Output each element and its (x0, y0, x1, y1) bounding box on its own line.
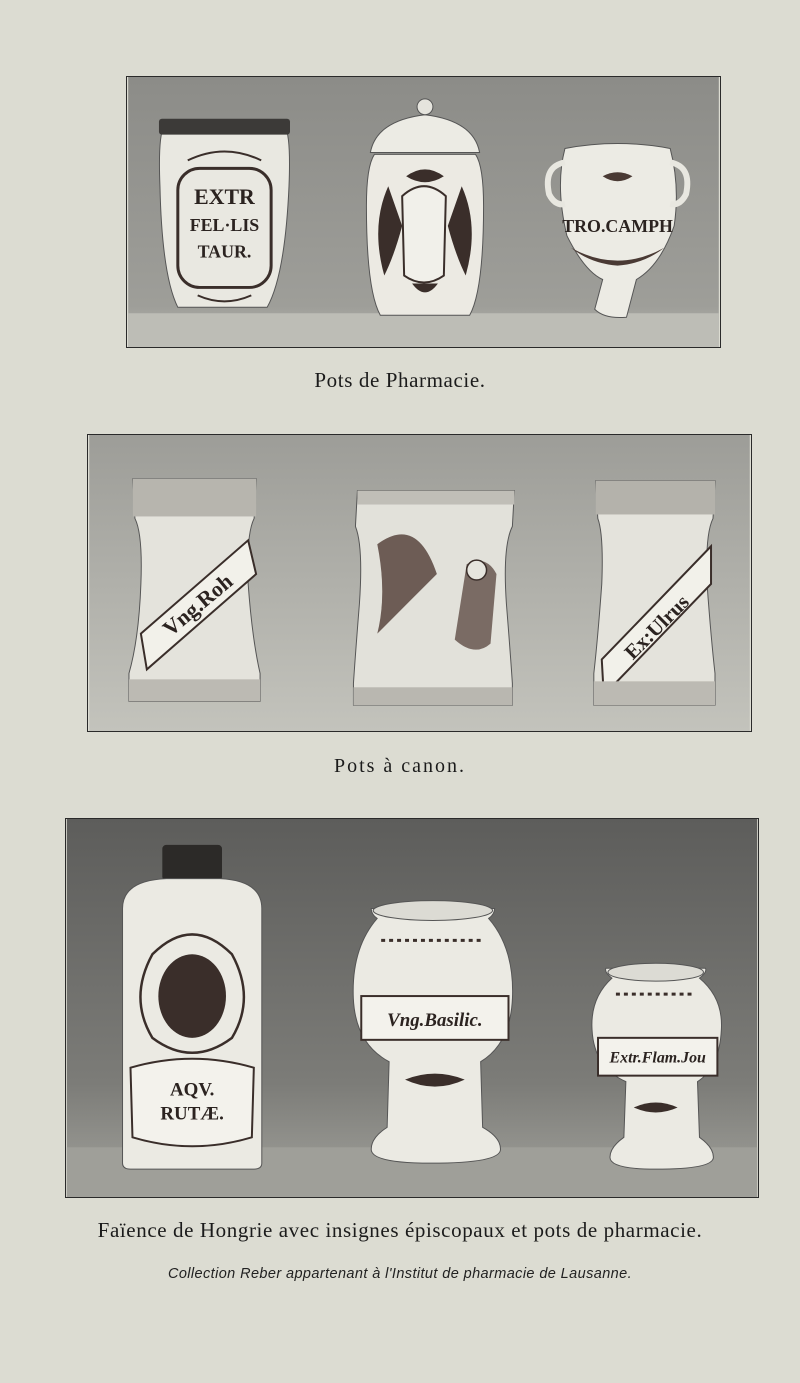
photo-faience-de-hongrie (65, 818, 759, 1198)
photo-pots-a-canon (87, 434, 752, 732)
caption-pots-a-canon: Pots à canon. (333, 755, 467, 777)
jar-label-line: Vng.Basilic. (387, 1009, 483, 1031)
photo-pots-de-pharmacie (126, 76, 721, 348)
caption-pots-de-pharmacie: Pots de Pharmacie. (314, 368, 486, 392)
jar-label-line: EXTR (194, 185, 255, 210)
jar-label-line: Extr.Flam.Jou (609, 1049, 706, 1067)
photo-pots-a-canon-image (88, 435, 751, 731)
jar-label-line: TRO.CAMPH (562, 215, 673, 236)
photo-faience-de-hongrie-image (66, 819, 758, 1197)
jar-label-line: FEL·LIS (189, 214, 260, 235)
jar-aqv-rutae-flask (123, 845, 262, 1169)
jar-label-line: TAUR. (197, 241, 252, 262)
jar-canon-animal (353, 491, 514, 706)
jar-ex-ulrus (594, 481, 715, 705)
jar-extr-fel-tauri (159, 119, 290, 308)
jar-vng-roh (129, 479, 260, 701)
jar-label-line: Vng.Roh (158, 569, 238, 641)
jar-label-line: AQV. (170, 1079, 215, 1101)
collection-credit: Collection Reber appartenant à l'Institut de pharmacie de Lausanne. (167, 1266, 633, 1282)
jar-label-line: Ex:Ulrus (619, 589, 694, 665)
jar-label-line: RUTÆ. (160, 1103, 224, 1125)
caption-faience-de-hongrie: Faïence de Hongrie avec insignes épiscopaux et pots de pharmacie. (97, 1218, 703, 1242)
photo-pots-de-pharmacie-image (127, 77, 720, 347)
jar-lidded-armorial (366, 99, 483, 315)
